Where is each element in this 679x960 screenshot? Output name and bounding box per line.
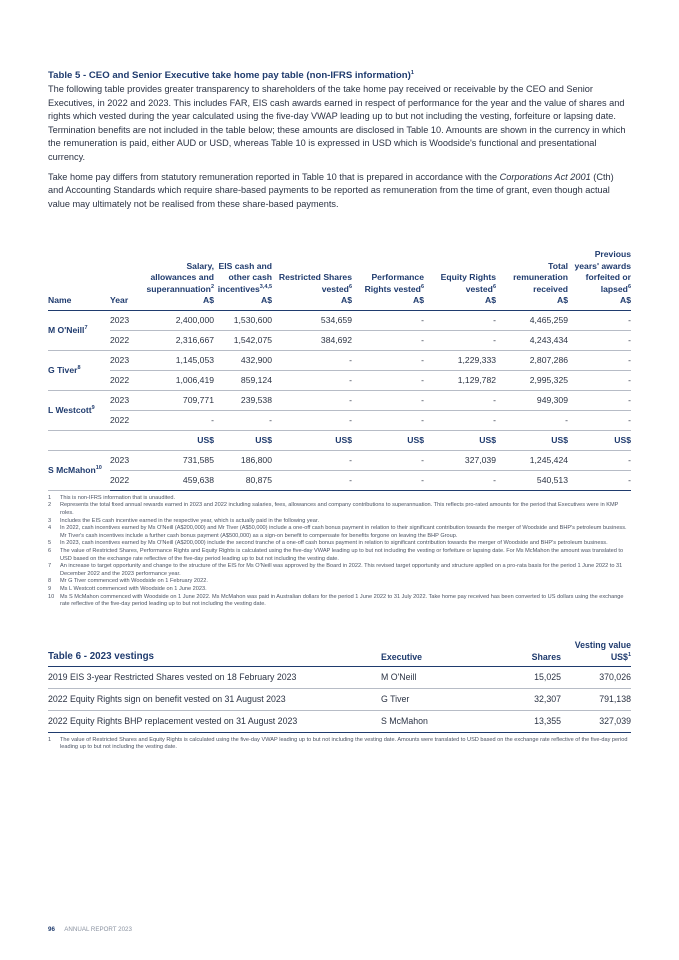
currency-spacer — [110, 430, 140, 450]
er-cell: - — [424, 310, 496, 330]
vesting-executive: G Tiver — [381, 688, 481, 710]
person-name: M O'Neill$^7$ — [48, 310, 110, 350]
footnote — [48, 502, 631, 517]
table-row — [48, 666, 631, 688]
total-cell: 4,243,434 — [496, 330, 568, 350]
currency-label: US$ — [272, 430, 352, 450]
pr-cell: - — [352, 350, 424, 370]
er-cell: 1,129,782 — [424, 370, 496, 390]
eis-cell: - — [214, 410, 272, 430]
report-label: ANNUAL REPORT 2023 — [64, 926, 132, 933]
total-cell: 540,513 — [496, 470, 568, 490]
pr-cell: - — [352, 330, 424, 350]
footnote-number: 9 — [48, 585, 52, 592]
table6-footnotes — [48, 737, 631, 752]
footnote-text: Includes the EIS cash incentive earned in the respective year, which is actually paid in the following year. — [60, 517, 320, 524]
footnote-number: 5 — [48, 540, 52, 547]
page-number: 96 — [48, 926, 55, 933]
year-cell: 2023 — [110, 350, 140, 370]
eis-cell: 859,124 — [214, 370, 272, 390]
footnote-number: 6 — [48, 548, 52, 554]
col-equity-rights: Equity Rights vested$^6$ A$ — [424, 249, 496, 310]
rs-cell: 384,692 — [272, 330, 352, 350]
rs-cell: - — [272, 350, 352, 370]
prev-cell: - — [568, 450, 631, 470]
page-footer — [48, 926, 132, 933]
footnote-number: 2 — [48, 502, 52, 509]
salary-cell: 2,316,667 — [140, 330, 214, 350]
year-cell: 2023 — [110, 390, 140, 410]
eis-cell: 80,875 — [214, 470, 272, 490]
table-row — [48, 370, 631, 390]
rs-cell: - — [272, 370, 352, 390]
vesting-desc: 2022 Equity Rights sign on benefit vested on 31 August 2023 — [48, 688, 381, 710]
vesting-executive: S McMahon — [381, 710, 481, 732]
salary-cell: 1,145,053 — [140, 350, 214, 370]
prev-cell: - — [568, 410, 631, 430]
footnote-number: 1 — [48, 494, 52, 501]
footnote — [48, 737, 631, 752]
rs-cell: - — [272, 450, 352, 470]
year-cell: 2023 — [110, 310, 140, 330]
footnote-number: 1 — [48, 736, 52, 743]
eis-cell: 432,900 — [214, 350, 272, 370]
table6 — [48, 639, 631, 733]
col-year: Year — [110, 249, 140, 310]
footnote-text: In 2023, cash incentives earned by Ms O'Neill (A$200,000) include the second tranche of a one-off cash bonus payment in relation to significant contribution towards the merger of Woodside and BHP's petroleum business. — [60, 540, 608, 547]
vesting-shares: 32,307 — [481, 688, 561, 710]
footnote-text: Ms S McMahon commenced with Woodside on 1 June 2022. Ms McMahon was paid in Australian dollars for the period 1 June 2022 to 31 July 2022. Take home pay received has been converted to US dollars using the exchange rate reflective of the five-day period leading up to but not including the vesting date. — [60, 593, 624, 608]
table5-footnotes — [48, 495, 631, 609]
salary-cell: 459,638 — [140, 470, 214, 490]
currency-label: US$ — [496, 430, 568, 450]
table-row — [48, 450, 631, 470]
table-row — [48, 688, 631, 710]
table-row — [48, 390, 631, 410]
vesting-value: 327,039 — [561, 710, 631, 732]
footnote — [48, 586, 631, 594]
footnote — [48, 578, 631, 586]
footnote-number: 4 — [48, 525, 52, 532]
prev-cell: - — [568, 470, 631, 490]
total-cell: 1,245,424 — [496, 450, 568, 470]
rs-cell: - — [272, 470, 352, 490]
pr-cell: - — [352, 370, 424, 390]
table-row — [48, 410, 631, 430]
er-cell: 327,039 — [424, 450, 496, 470]
pr-cell: - — [352, 450, 424, 470]
prev-cell: - — [568, 330, 631, 350]
er-cell: - — [424, 390, 496, 410]
er-cell: - — [424, 330, 496, 350]
eis-cell: 1,542,075 — [214, 330, 272, 350]
total-cell: 949,309 — [496, 390, 568, 410]
salary-cell: 1,006,419 — [140, 370, 214, 390]
total-cell: 4,465,259 — [496, 310, 568, 330]
col-performance-rights: Performance Rights vested$^6$ A$ — [352, 249, 424, 310]
table5-heading: Table 5 - CEO and Senior Executive take home pay table (non-IFRS information)$^1$ — [48, 69, 414, 81]
pr-cell: - — [352, 470, 424, 490]
total-cell: 2,807,286 — [496, 350, 568, 370]
currency-label: US$ — [352, 430, 424, 450]
currency-label: US$ — [140, 430, 214, 450]
table5-intro: The following table provides greater transparency to shareholders of the take home pay received or receivable by the CEO and Senior Executives, in 2022 and 2023. This includes FAR, EIS cash awards earned in respect of performance for the year and the value of shares and rights which vested during the year calculated using the five-day VWAP leading up to but not including the vesting, forfeiture or lapsing date. Termination benefits are not included in the table below; these amounts are disclosed in Table 10. Amounts are shown in the currency in which the remuneration is paid, either AUD or USD, whereas Table 10 is expressed in USD which is Woodside's functional and presentational currency. — [48, 84, 626, 162]
col-name: Name — [48, 249, 110, 310]
vesting-value: 791,138 — [561, 688, 631, 710]
er-cell: - — [424, 470, 496, 490]
footnote-number: 3 — [48, 517, 52, 524]
currency-label: US$ — [214, 430, 272, 450]
er-cell: - — [424, 410, 496, 430]
col-shares: Shares — [481, 639, 561, 667]
page-content — [48, 70, 631, 752]
salary-cell: - — [140, 410, 214, 430]
vesting-shares: 13,355 — [481, 710, 561, 732]
rs-cell: - — [272, 410, 352, 430]
year-cell: 2022 — [110, 410, 140, 430]
col-previous-forfeited: Previous years' awards forfeited or lapsed$^6$ A$ — [568, 249, 631, 310]
person-name: L Westcott$^9$ — [48, 390, 110, 430]
footnote — [48, 548, 631, 563]
footnote-number: 8 — [48, 578, 52, 585]
table-row — [48, 470, 631, 490]
salary-cell: 709,771 — [140, 390, 214, 410]
table6-header-row — [48, 639, 631, 667]
rs-cell: - — [272, 390, 352, 410]
eis-cell: 1,530,600 — [214, 310, 272, 330]
footnote-text: This is non-IFRS information that is unaudited. — [60, 494, 176, 501]
footnote — [48, 525, 631, 540]
year-cell: 2022 — [110, 330, 140, 350]
person-name: G Tiver$^8$ — [48, 350, 110, 390]
table-row — [48, 330, 631, 350]
table-row — [48, 710, 631, 732]
prev-cell: - — [568, 350, 631, 370]
year-cell: 2022 — [110, 470, 140, 490]
footnote — [48, 540, 631, 548]
pr-cell: - — [352, 390, 424, 410]
vesting-value: 370,026 — [561, 666, 631, 688]
col-restricted-shares: Restricted Shares vested$^6$ A$ — [272, 249, 352, 310]
year-cell: 2022 — [110, 370, 140, 390]
col-executive: Executive — [381, 639, 481, 667]
vesting-executive: M O'Neill — [381, 666, 481, 688]
table-row — [48, 310, 631, 330]
total-cell: - — [496, 410, 568, 430]
currency-row — [48, 430, 631, 450]
pr-cell: - — [352, 310, 424, 330]
footnote-text: The value of Restricted Shares and Equity Rights is calculated using the five-day VWAP leading up to but not including the vesting date. Amounts were translated to USD based on the exchange rate reflective of the five-day period leading up to but not including the vesting date. — [60, 736, 628, 751]
prev-cell: - — [568, 370, 631, 390]
currency-label: US$ — [568, 430, 631, 450]
vesting-desc: 2019 EIS 3-year Restricted Shares vested on 18 February 2023 — [48, 666, 381, 688]
footnote — [48, 495, 631, 503]
pr-cell: - — [352, 410, 424, 430]
table-row — [48, 350, 631, 370]
footnote — [48, 518, 631, 526]
person-name: S McMahon$^{10}$ — [48, 450, 110, 490]
footnote — [48, 563, 631, 578]
rs-cell: 534,659 — [272, 310, 352, 330]
col-eis: EIS cash and other cash incentives$^{3,4,5}$ A$ — [214, 249, 272, 310]
footnote-text: Ms L Westcott commenced with Woodside on 1 June 2023. — [60, 585, 207, 592]
table6-title: Table 6 - 2023 vestings — [48, 639, 381, 667]
table5-header-row — [48, 249, 631, 310]
footnote-text: Represents the total fixed annual rewards earned in 2023 and 2022 including salaries, fees, allowances and company contributions to superannuation. This reflects pro-rated amounts for the period that Executives were in KMP roles. — [60, 502, 619, 517]
table5 — [48, 249, 631, 491]
prev-cell: - — [568, 310, 631, 330]
eis-cell: 239,538 — [214, 390, 272, 410]
year-cell: 2023 — [110, 450, 140, 470]
table5-intro-2: Take home pay differs from statutory remuneration reported in Table 10 that is prepared in accordance with the Corporations Act 2001 (Cth) and Accounting Standards which require share-based payments to be reported as remuneration from the time of grant, even though actual value may ultimately not be realised from these share-based payments. — [48, 171, 614, 209]
col-salary: Salary, allowances and superannuation$^2$ A$ — [140, 249, 214, 310]
footnote-number: 10 — [48, 593, 55, 600]
prev-cell: - — [568, 390, 631, 410]
footnote-text: The value of Restricted Shares, Performance Rights and Equity Rights is calculated using the five-day VWAP leading up to but not including the vesting or forfeiture or lapsing date. For Ms McMahon the amount was translated to USD based on the exchange rate reflective of the five-day period leading up to but not including the vesting date. — [60, 548, 624, 562]
footnote-text: In 2022, cash incentives earned by Ms O'Neill (A$200,000) and Mr Tiver (A$50,000) include a one-off cash bonus payment in relation to their significant contribution towards the merger of Woodside and BHP's petroleum business. Mr Tiver's cash incentives include a further cash bonus payment (A$500,000) as a sign-on benefit to compensate for benefits forgone on leaving the BHP Group. — [60, 525, 627, 539]
eis-cell: 186,800 — [214, 450, 272, 470]
er-cell: 1,229,333 — [424, 350, 496, 370]
col-vesting-value: Vesting value US\$$^1$ — [561, 639, 631, 667]
col-total: Total remuneration received A$ — [496, 249, 568, 310]
currency-label: US$ — [424, 430, 496, 450]
total-cell: 2,995,325 — [496, 370, 568, 390]
footnote — [48, 594, 631, 609]
vesting-shares: 15,025 — [481, 666, 561, 688]
footnote-number: 7 — [48, 563, 52, 570]
salary-cell: 731,585 — [140, 450, 214, 470]
salary-cell: 2,400,000 — [140, 310, 214, 330]
currency-spacer — [48, 430, 110, 450]
footnote-text: An increase to target opportunity and change to the structure of the EIS for Ms O'Neill was approved by the Board in 2022. This revised target opportunity and structure applied on a pro-rata basis for the period 1 June 2022 to 31 December 2022 and the 2023 performance year. — [60, 563, 623, 577]
vesting-desc: 2022 Equity Rights BHP replacement vested on 31 August 2023 — [48, 710, 381, 732]
footnote-text: Mr G Tiver commenced with Woodside on 1 February 2022. — [60, 578, 208, 585]
